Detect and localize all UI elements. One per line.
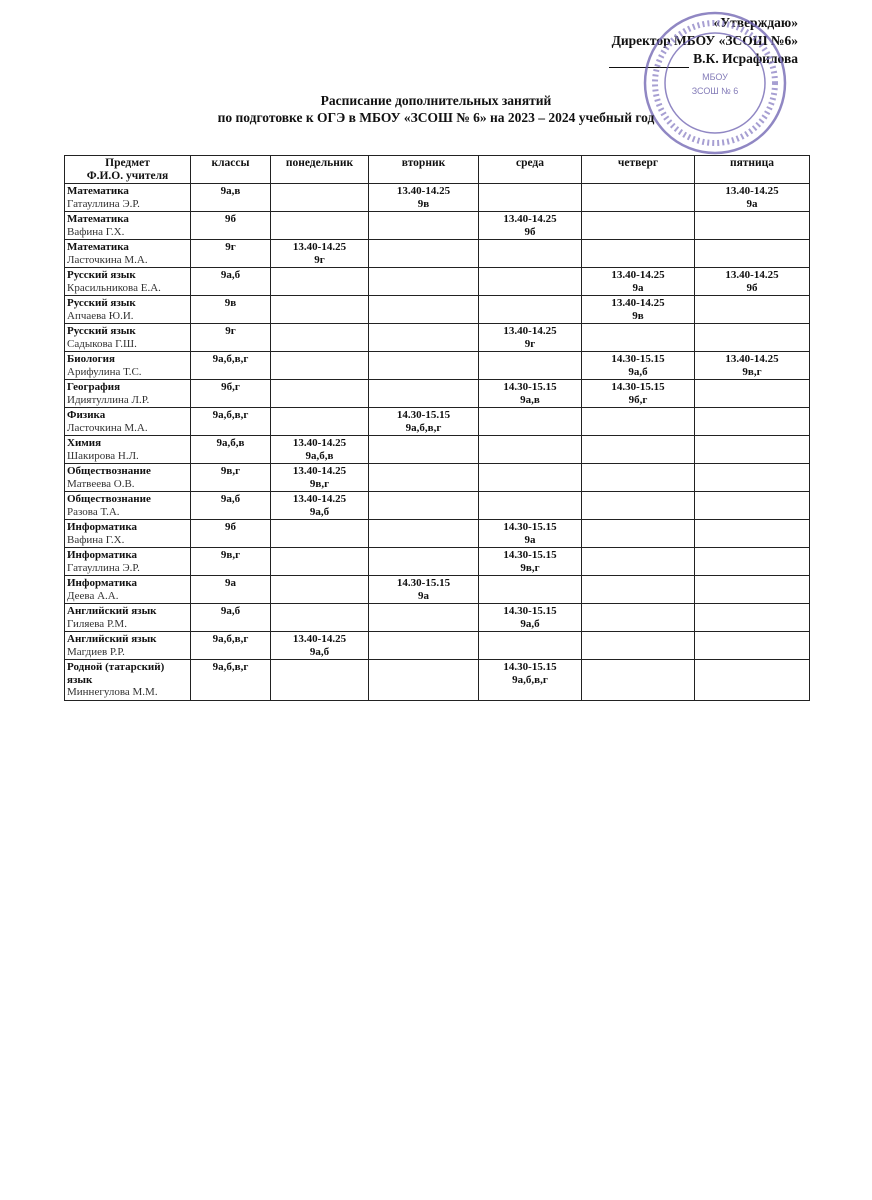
slot-mon: 13.40-14.25 9г [271, 240, 369, 268]
teacher-name: Ласточкина М.А. [67, 421, 148, 434]
header-thursday: четверг [582, 156, 695, 184]
classes-cell: 9г [191, 240, 271, 268]
slot-wed: 14.30-15.15 9а,б,в,г [479, 660, 582, 701]
signature-row [609, 50, 798, 68]
slot-wed: 14.30-15.15 9а,в [479, 380, 582, 408]
classes-cell: 9а,б [191, 604, 271, 632]
slot-wed: 13.40-14.25 9б [479, 212, 582, 240]
slot-fri: 13.40-14.25 9а [695, 184, 810, 212]
slot-mon [271, 408, 369, 436]
subject-name: Английский язык [67, 605, 157, 617]
slot-thu [582, 492, 695, 520]
subject-name: Русский язык [67, 269, 136, 281]
slot-thu [582, 464, 695, 492]
slot-fri [695, 240, 810, 268]
table-row [65, 492, 810, 520]
slot-mon [271, 548, 369, 576]
slot-tue [369, 604, 479, 632]
slot-wed [479, 436, 582, 464]
table-row [65, 268, 810, 296]
subject-name: Информатика [67, 521, 138, 533]
teacher-name: Гатауллина Э.Р. [67, 197, 140, 210]
subject-cell [65, 492, 191, 520]
subject-cell [65, 380, 191, 408]
classes-cell: 9а,б,в,г [191, 408, 271, 436]
slot-mon: 13.40-14.25 9в,г [271, 464, 369, 492]
title-line-1: Расписание дополнительных занятий [320, 93, 552, 108]
slot-fri [695, 604, 810, 632]
subject-name: Физика [67, 409, 106, 421]
slot-fri [695, 408, 810, 436]
classes-cell: 9в,г [191, 548, 271, 576]
slot-tue [369, 520, 479, 548]
subject-cell [65, 632, 191, 660]
classes-cell: 9в [191, 296, 271, 324]
table-row [65, 520, 810, 548]
slot-wed: 14.30-15.15 9а [479, 520, 582, 548]
slot-fri [695, 492, 810, 520]
slot-fri [695, 520, 810, 548]
slot-mon [271, 268, 369, 296]
subject-cell [65, 324, 191, 352]
slot-fri [695, 632, 810, 660]
subject-cell [65, 212, 191, 240]
director-name: В.К. Исрафилова [693, 51, 798, 66]
classes-cell: 9а,б,в,г [191, 660, 271, 701]
slot-thu: 13.40-14.25 9а [582, 268, 695, 296]
slot-mon [271, 520, 369, 548]
subject-name: География [67, 381, 121, 393]
teacher-name: Садыкова Г.Ш. [67, 337, 137, 350]
slot-thu [582, 212, 695, 240]
teacher-name: Вафина Г.Х. [67, 533, 125, 546]
subject-name: Химия [67, 437, 102, 449]
subject-cell [65, 436, 191, 464]
subject-name: Обществознание [67, 493, 151, 505]
slot-mon [271, 212, 369, 240]
slot-tue [369, 660, 479, 701]
subject-cell [65, 660, 191, 701]
slot-fri [695, 296, 810, 324]
subject-name: Математика [67, 213, 129, 225]
slot-wed [479, 492, 582, 520]
slot-tue [369, 324, 479, 352]
header-friday: пятница [695, 156, 810, 184]
subject-name: Биология [67, 353, 115, 365]
classes-cell: 9а,б,в [191, 436, 271, 464]
slot-thu [582, 548, 695, 576]
table-row [65, 604, 810, 632]
slot-wed [479, 408, 582, 436]
slot-thu [582, 520, 695, 548]
teacher-name: Деева А.А. [67, 589, 119, 602]
classes-cell: 9а,б [191, 492, 271, 520]
classes-cell: 9а,б [191, 268, 271, 296]
header-subject: Предмет Ф.И.О. учителя [65, 156, 191, 184]
subject-name: Обществознание [67, 465, 151, 477]
subject-name: Русский язык [67, 325, 136, 337]
approval-block [609, 14, 798, 68]
table-row [65, 296, 810, 324]
table-row [65, 212, 810, 240]
subject-cell [65, 520, 191, 548]
subject-cell [65, 548, 191, 576]
subject-cell [65, 604, 191, 632]
table-row [65, 184, 810, 212]
header-monday: понедельник [271, 156, 369, 184]
slot-mon [271, 604, 369, 632]
table-row [65, 548, 810, 576]
classes-cell: 9а [191, 576, 271, 604]
slot-fri [695, 660, 810, 701]
table-row [65, 240, 810, 268]
teacher-name: Магдиев Р.Р. [67, 645, 125, 658]
header-tuesday: вторник [369, 156, 479, 184]
slot-fri [695, 436, 810, 464]
slot-tue [369, 380, 479, 408]
slot-wed: 13.40-14.25 9г [479, 324, 582, 352]
slot-fri [695, 324, 810, 352]
slot-tue [369, 212, 479, 240]
slot-fri [695, 548, 810, 576]
table-row [65, 632, 810, 660]
teacher-name: Гатауллина Э.Р. [67, 561, 140, 574]
slot-tue [369, 296, 479, 324]
slot-tue [369, 240, 479, 268]
classes-cell: 9а,б,в,г [191, 352, 271, 380]
slot-thu [582, 576, 695, 604]
subject-name: Английский язык [67, 633, 157, 645]
slot-mon [271, 296, 369, 324]
director-title: Директор МБОУ «ЗСОШ №6» [611, 33, 798, 48]
slot-thu [582, 632, 695, 660]
slot-thu [582, 604, 695, 632]
slot-mon [271, 660, 369, 701]
slot-tue [369, 548, 479, 576]
subject-cell [65, 352, 191, 380]
subject-cell [65, 240, 191, 268]
subject-name: Информатика [67, 577, 138, 589]
classes-cell: 9б,г [191, 380, 271, 408]
teacher-name: Разова Т.А. [67, 505, 120, 518]
slot-fri: 13.40-14.25 9в,г [695, 352, 810, 380]
table-row [65, 352, 810, 380]
signature-line [609, 55, 689, 68]
subject-cell [65, 184, 191, 212]
slot-wed [479, 184, 582, 212]
classes-cell: 9в,г [191, 464, 271, 492]
teacher-name: Красильникова Е.А. [67, 281, 161, 294]
classes-cell: 9б [191, 212, 271, 240]
slot-thu: 14.30-15.15 9б,г [582, 380, 695, 408]
slot-wed [479, 576, 582, 604]
approval-heading: «Утверждаю» [713, 15, 798, 30]
teacher-name: Ласточкина М.А. [67, 253, 148, 266]
subject-cell [65, 576, 191, 604]
table-row [65, 408, 810, 436]
subject-name: Математика [67, 241, 129, 253]
title-line-2: по подготовке к ОГЭ в МБОУ «ЗСОШ № 6» на 2023 – 2024 учебный год [217, 110, 655, 125]
teacher-name: Матвеева О.В. [67, 477, 135, 490]
slot-tue [369, 464, 479, 492]
slot-mon [271, 576, 369, 604]
subject-name: Информатика [67, 549, 138, 561]
slot-tue: 14.30-15.15 9а,б,в,г [369, 408, 479, 436]
slot-wed [479, 296, 582, 324]
subject-cell [65, 408, 191, 436]
subject-cell [65, 464, 191, 492]
slot-wed [479, 632, 582, 660]
slot-thu [582, 436, 695, 464]
svg-text:ЗСОШ № 6: ЗСОШ № 6 [691, 86, 739, 96]
slot-thu [582, 240, 695, 268]
subject-name: Математика [67, 185, 129, 197]
slot-tue [369, 436, 479, 464]
teacher-name: Миннегулова М.М. [67, 686, 158, 698]
slot-tue: 14.30-15.15 9а [369, 576, 479, 604]
table-row [65, 464, 810, 492]
table-row [65, 380, 810, 408]
classes-cell: 9б [191, 520, 271, 548]
svg-text:МБОУ: МБОУ [702, 72, 728, 82]
subject-name: Родной (татарский) язык [67, 661, 165, 686]
slot-fri: 13.40-14.25 9б [695, 268, 810, 296]
slot-mon: 13.40-14.25 9а,б [271, 632, 369, 660]
slot-wed [479, 268, 582, 296]
subject-cell [65, 268, 191, 296]
slot-mon [271, 380, 369, 408]
teacher-name: Вафина Г.Х. [67, 225, 125, 238]
schedule-table [64, 155, 810, 701]
header-wednesday: среда [479, 156, 582, 184]
slot-tue [369, 492, 479, 520]
slot-fri [695, 464, 810, 492]
document-title [0, 92, 872, 126]
slot-mon [271, 352, 369, 380]
slot-thu: 14.30-15.15 9а,б [582, 352, 695, 380]
slot-tue [369, 268, 479, 296]
table-row [65, 324, 810, 352]
slot-thu: 13.40-14.25 9в [582, 296, 695, 324]
teacher-name: Идиятуллина Л.Р. [67, 393, 150, 406]
header-row [65, 156, 810, 184]
classes-cell: 9г [191, 324, 271, 352]
slot-wed [479, 352, 582, 380]
slot-wed [479, 464, 582, 492]
header-classes: классы [191, 156, 271, 184]
slot-fri [695, 576, 810, 604]
teacher-name: Апчаева Ю.И. [67, 309, 134, 322]
subject-cell [65, 296, 191, 324]
subject-name: Русский язык [67, 297, 136, 309]
slot-mon: 13.40-14.25 9а,б,в [271, 436, 369, 464]
slot-tue [369, 352, 479, 380]
classes-cell: 9а,в [191, 184, 271, 212]
slot-wed [479, 240, 582, 268]
slot-wed: 14.30-15.15 9а,б [479, 604, 582, 632]
slot-mon [271, 324, 369, 352]
slot-thu [582, 184, 695, 212]
table-row [65, 576, 810, 604]
teacher-name: Шакирова Н.Л. [67, 449, 139, 462]
table-row [65, 436, 810, 464]
slot-tue: 13.40-14.25 9в [369, 184, 479, 212]
slot-thu [582, 408, 695, 436]
slot-fri [695, 212, 810, 240]
slot-thu [582, 324, 695, 352]
slot-fri [695, 380, 810, 408]
classes-cell: 9а,б,в,г [191, 632, 271, 660]
slot-mon: 13.40-14.25 9а,б [271, 492, 369, 520]
slot-tue [369, 632, 479, 660]
table-row [65, 660, 810, 701]
teacher-name: Гиляева Р.М. [67, 617, 127, 630]
slot-wed: 14.30-15.15 9в,г [479, 548, 582, 576]
slot-thu [582, 660, 695, 701]
slot-mon [271, 184, 369, 212]
teacher-name: Арифулина Т.С. [67, 365, 142, 378]
